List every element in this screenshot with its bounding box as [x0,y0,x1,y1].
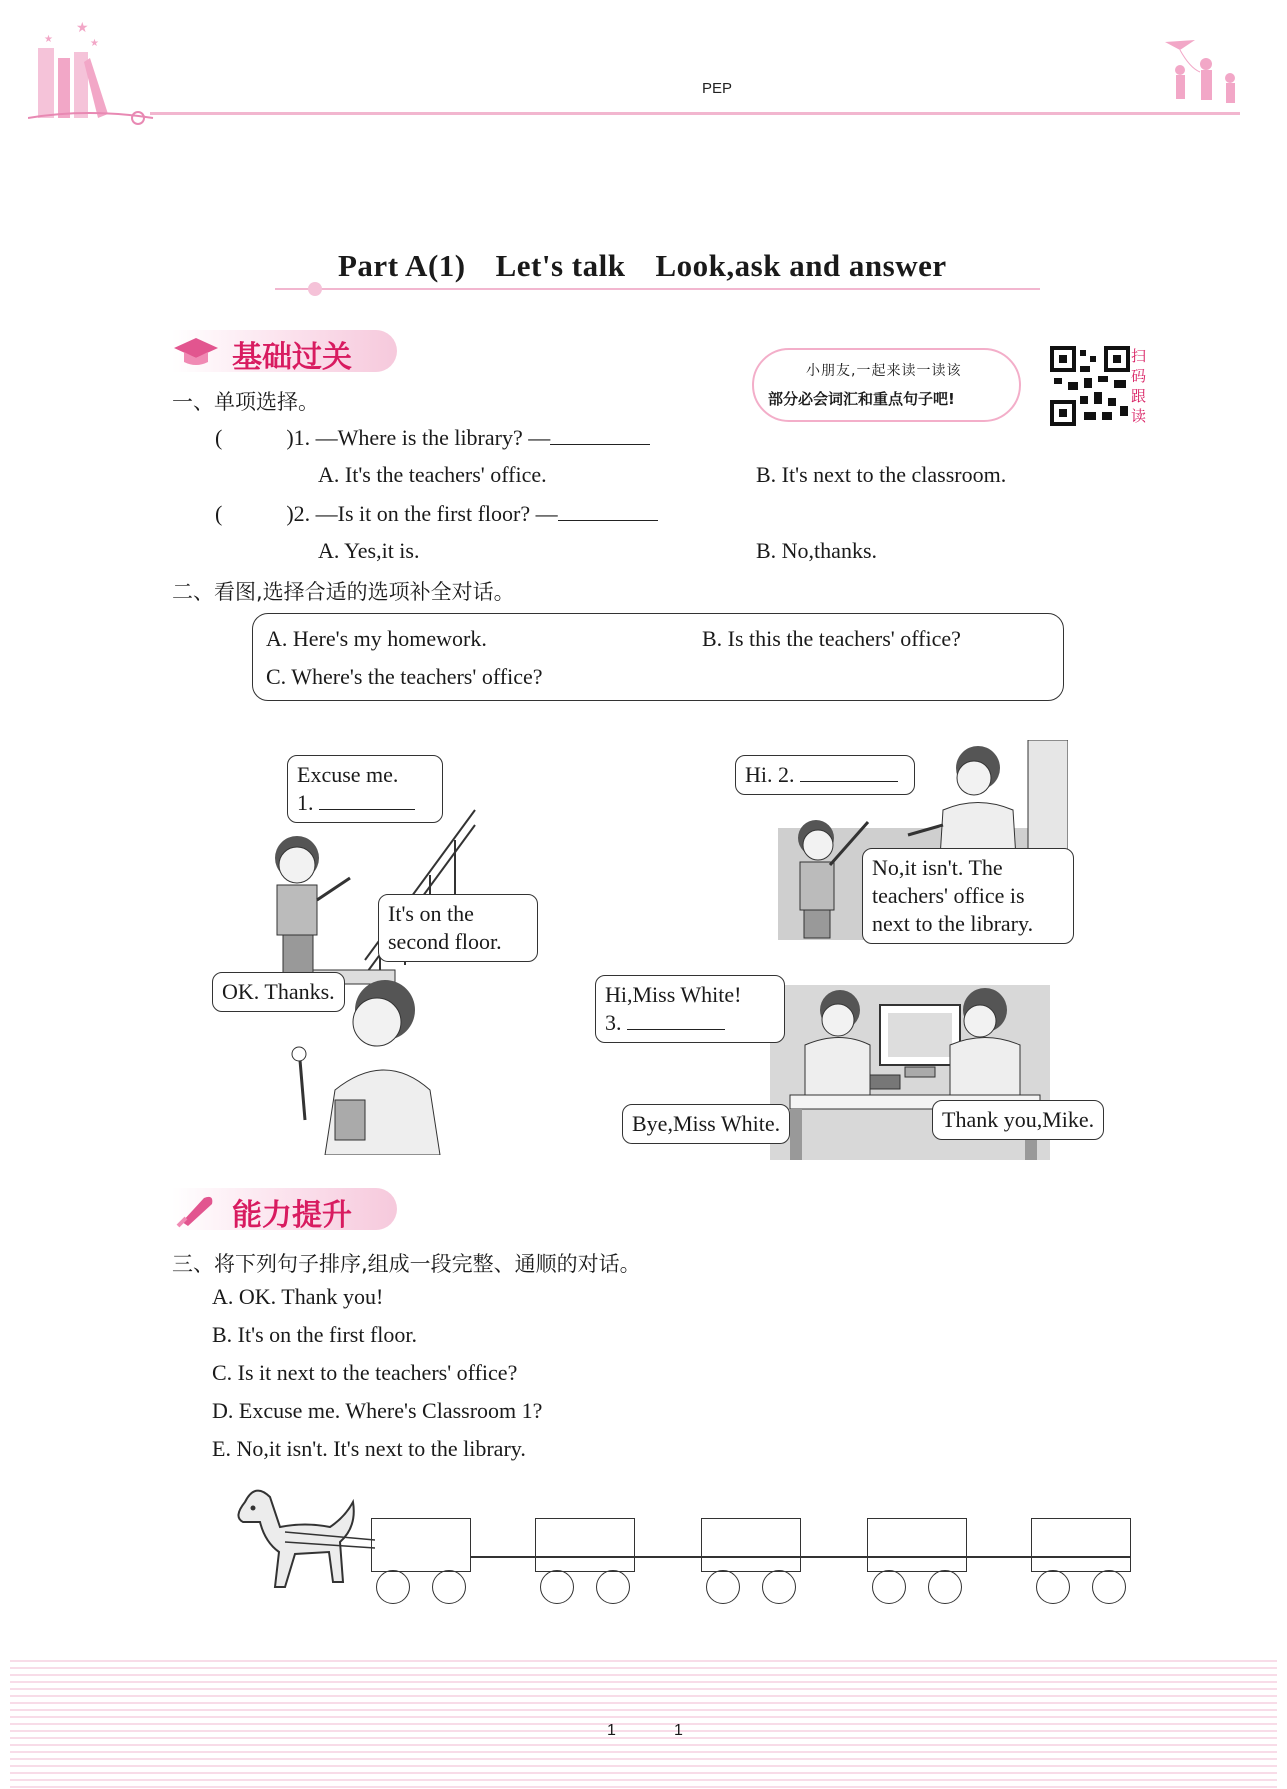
blank-number: 1. [297,790,314,815]
section-label-basics: 基础过关 [232,340,352,375]
bubble-line: teachers' office is [872,883,1025,908]
svg-text:★: ★ [90,38,99,49]
section-label-improve: 能力提升 [232,1198,352,1233]
scene1-bubble-thanks: OK. Thanks. [212,972,345,1012]
blank-number: 3. [605,1010,622,1035]
option-b: B. Is this the teachers' office? [702,626,961,651]
section-banner-basics [172,330,412,374]
reading-prompt-line2: 部分必会词汇和重点句子吧! [768,390,955,408]
answer-blank [550,424,650,445]
q1-item1-stem [215,424,650,451]
answer-paren-close: ) [286,501,294,526]
wagon-wheel-icon [596,1570,630,1604]
graduation-cap-icon [174,334,218,370]
wagon-answer-slot-5[interactable] [1031,1518,1131,1572]
wagon-wheel-icon [376,1570,410,1604]
answer-blank [558,500,658,521]
sentence-d: D. Excuse me. Where's Classroom 1? [212,1398,543,1423]
header-rule [150,112,1240,115]
scene3-bubble-hi-miss-white [595,975,785,1043]
wagon-answer-slot-1[interactable] [371,1518,471,1572]
question3-heading: 三、将下列句子排序,组成一段完整、通顺的对话。 [172,1252,641,1276]
sentence-e: E. No,it isn't. It's next to the library. [212,1436,526,1461]
q1-item1-option-b[interactable]: B. It's next to the classroom. [756,462,1007,487]
wagon-wheel-icon [762,1570,796,1604]
sentence-b: B. It's on the first floor. [212,1322,418,1347]
scene2-bubble-hi [735,755,915,795]
wagon-wheel-icon [706,1570,740,1604]
rocket-icon [174,1192,218,1228]
answer-paren-open: ( [215,425,223,450]
title-look: Look,ask and answer [655,248,947,283]
question2-heading: 二、看图,选择合适的选项补全对话。 [172,580,515,604]
item-stem: —Where is the library? — [315,425,551,450]
answer-blank-1[interactable] [319,789,415,810]
bubble-line: Hi,Miss White! [605,982,742,1007]
scene1-bubble-excuse-me [287,755,443,823]
bubble-line: second floor. [388,929,502,954]
wagon-wheel-icon [928,1570,962,1604]
item-stem: —Is it on the first floor? — [315,501,558,526]
lesson-title [338,248,947,284]
bubble-line: It's on the [388,901,474,926]
svg-text:★: ★ [44,34,53,45]
bubble-line: No,it isn't. The [872,855,1003,880]
scene3-bubble-thank-you: Thank you,Mike. [932,1100,1104,1140]
q1-item2-option-b[interactable]: B. No,thanks. [756,538,877,563]
bubble-line: Excuse me. [297,762,399,787]
question1-heading: 一、单项选择。 [172,390,319,414]
qr-code-icon[interactable] [1050,346,1130,426]
wagon-wheel-icon [1092,1570,1126,1604]
sentence-a: A. OK. Thank you! [212,1284,384,1309]
item-number: 2. [293,501,311,526]
page-number-right: 1 [674,1722,683,1739]
item-number: 1. [293,425,311,450]
qr-scan-label: 扫码跟读 [1131,347,1147,425]
answer-blank-2[interactable] [800,761,898,782]
answer-paren-close: ) [286,425,294,450]
option-a: A. Here's my homework. [266,626,487,651]
q1-item2-stem [215,500,658,527]
title-talk: Let's talk [495,248,626,283]
scene1-bubble-second-floor [378,894,538,962]
option-c: C. Where's the teachers' office? [266,664,543,689]
horse-illustration [225,1482,375,1597]
scene2-bubble-next-to-library [862,848,1074,944]
sentence-c: C. Is it next to the teachers' office? [212,1360,518,1385]
header-decoration-logo [28,18,158,133]
answer-paren-open: ( [215,501,223,526]
header-center-label: PEP [702,80,733,97]
scene3-bubble-bye: Bye,Miss White. [622,1104,790,1144]
wagon-answer-slot-2[interactable] [535,1518,635,1572]
bubble-line: next to the library. [872,911,1034,936]
answer-blank-3[interactable] [627,1009,725,1030]
reading-prompt-line1: 小朋友,一起来读一读该 [806,363,962,379]
title-underline [275,288,1040,290]
title-part: Part A(1) [338,248,466,283]
section-banner-improve [172,1188,412,1232]
wagon-wheel-icon [540,1570,574,1604]
q1-item1-option-a[interactable]: A. It's the teachers' office. [318,462,547,487]
wagon-wheel-icon [872,1570,906,1604]
page-number-left: 1 [607,1722,616,1739]
wagon-answer-slot-3[interactable] [701,1518,801,1572]
wagon-wheel-icon [432,1570,466,1604]
wagon-answer-slot-4[interactable] [867,1518,967,1572]
title-bullet-dot [308,282,322,296]
wagon-wheel-icon [1036,1570,1070,1604]
footer-stripes [10,1655,1277,1789]
bubble-line: Hi. 2. [745,762,795,787]
svg-text:★: ★ [76,21,89,36]
q1-item2-option-a[interactable]: A. Yes,it is. [318,538,420,563]
header-children-kite-illustration [1160,38,1245,118]
